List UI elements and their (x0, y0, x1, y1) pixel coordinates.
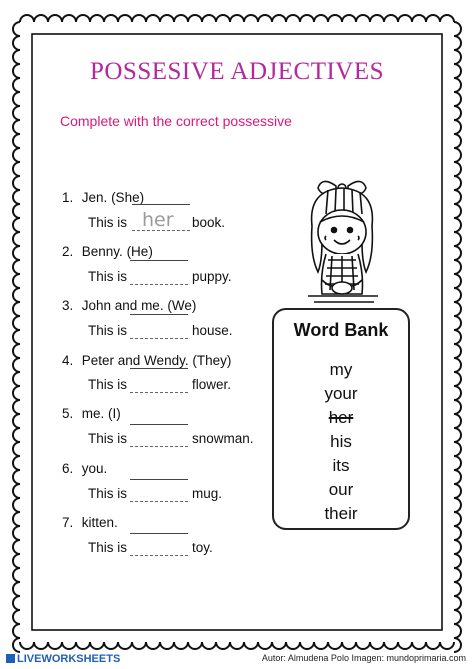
item-4-upper-line (130, 368, 188, 369)
item-lead: This is (88, 269, 128, 284)
item-lead: This is (88, 486, 128, 501)
page-title: POSSESIVE ADJECTIVES (89, 58, 385, 85)
word-bank-word-struck: her (328, 408, 354, 427)
instruction-text: Complete with the correct possessive (60, 113, 292, 129)
item-object: book. (192, 215, 226, 230)
item-2-prompt (62, 244, 153, 259)
item-2-upper-line (130, 260, 188, 261)
item-number: 7. (62, 515, 74, 530)
word-bank-word: your (324, 384, 358, 403)
item-number: 2. (62, 244, 74, 259)
item-subject: kitten. (81, 515, 118, 530)
item-pronoun: (He) (126, 244, 153, 259)
item-object: puppy. (192, 269, 232, 284)
item-lead: This is (88, 323, 128, 338)
item-number: 5. (62, 406, 74, 421)
word-bank-word: its (332, 456, 350, 475)
item-2-answer-field[interactable] (130, 284, 188, 285)
logo-text: LIVEWORKSHEETS (17, 653, 121, 665)
item-lead: This is (88, 431, 128, 446)
item-lead: This is (88, 377, 128, 392)
item-pronoun: (They) (192, 353, 232, 368)
item-subject: me. (81, 406, 105, 421)
item-pronoun: (I) (108, 406, 121, 421)
item-subject: you. (81, 461, 108, 476)
item-object: flower. (192, 377, 232, 392)
word-bank-list (274, 358, 408, 526)
item-6-answer-field[interactable] (130, 501, 188, 502)
item-object: toy. (192, 540, 213, 555)
item-7-answer-field[interactable] (130, 555, 188, 556)
item-1-upper-line (132, 204, 190, 205)
item-6-prompt (62, 461, 107, 476)
item-subject: Benny. (81, 244, 123, 259)
item-pronoun: (She) (111, 190, 145, 205)
item-number: 4. (62, 353, 74, 368)
item-1-answer: her (142, 209, 174, 231)
liveworksheets-logo[interactable] (6, 653, 120, 665)
item-4-prompt (62, 353, 231, 368)
item-object: house. (192, 323, 233, 338)
logo-icon (6, 654, 15, 663)
item-lead: This is (88, 540, 128, 555)
word-bank-word: their (324, 504, 358, 523)
word-bank-word: his (330, 432, 352, 451)
word-bank-word: our (328, 480, 354, 499)
word-bank-word: my (329, 360, 353, 379)
item-object: snowman. (192, 431, 254, 446)
girl-illustration-icon (298, 176, 390, 310)
item-3-answer-field[interactable] (130, 338, 188, 339)
item-object: mug. (192, 486, 223, 501)
item-subject: Jen. (81, 190, 108, 205)
item-1-prompt (62, 190, 144, 205)
word-bank-box (272, 308, 410, 530)
item-5-upper-line (130, 424, 188, 425)
item-number: 6. (62, 461, 74, 476)
item-subject: John and me. (81, 298, 164, 313)
item-5-answer-field[interactable] (130, 446, 188, 447)
item-number: 1. (62, 190, 74, 205)
item-5-prompt (62, 406, 121, 421)
item-7-upper-line (130, 533, 188, 534)
item-4-answer-field[interactable] (130, 392, 188, 393)
item-7-prompt (62, 515, 118, 530)
item-number: 3. (62, 298, 74, 313)
item-3-upper-line (130, 314, 188, 315)
word-bank-title: Word Bank (293, 320, 389, 340)
item-subject: Peter and Wendy. (81, 353, 189, 368)
item-3-prompt (62, 298, 196, 313)
item-pronoun: (We) (167, 298, 197, 313)
item-6-upper-line (130, 479, 188, 480)
author-credit: Autor: Almudena Polo Imagen: mundoprimaria.com (261, 653, 466, 663)
item-lead: This is (88, 215, 128, 230)
